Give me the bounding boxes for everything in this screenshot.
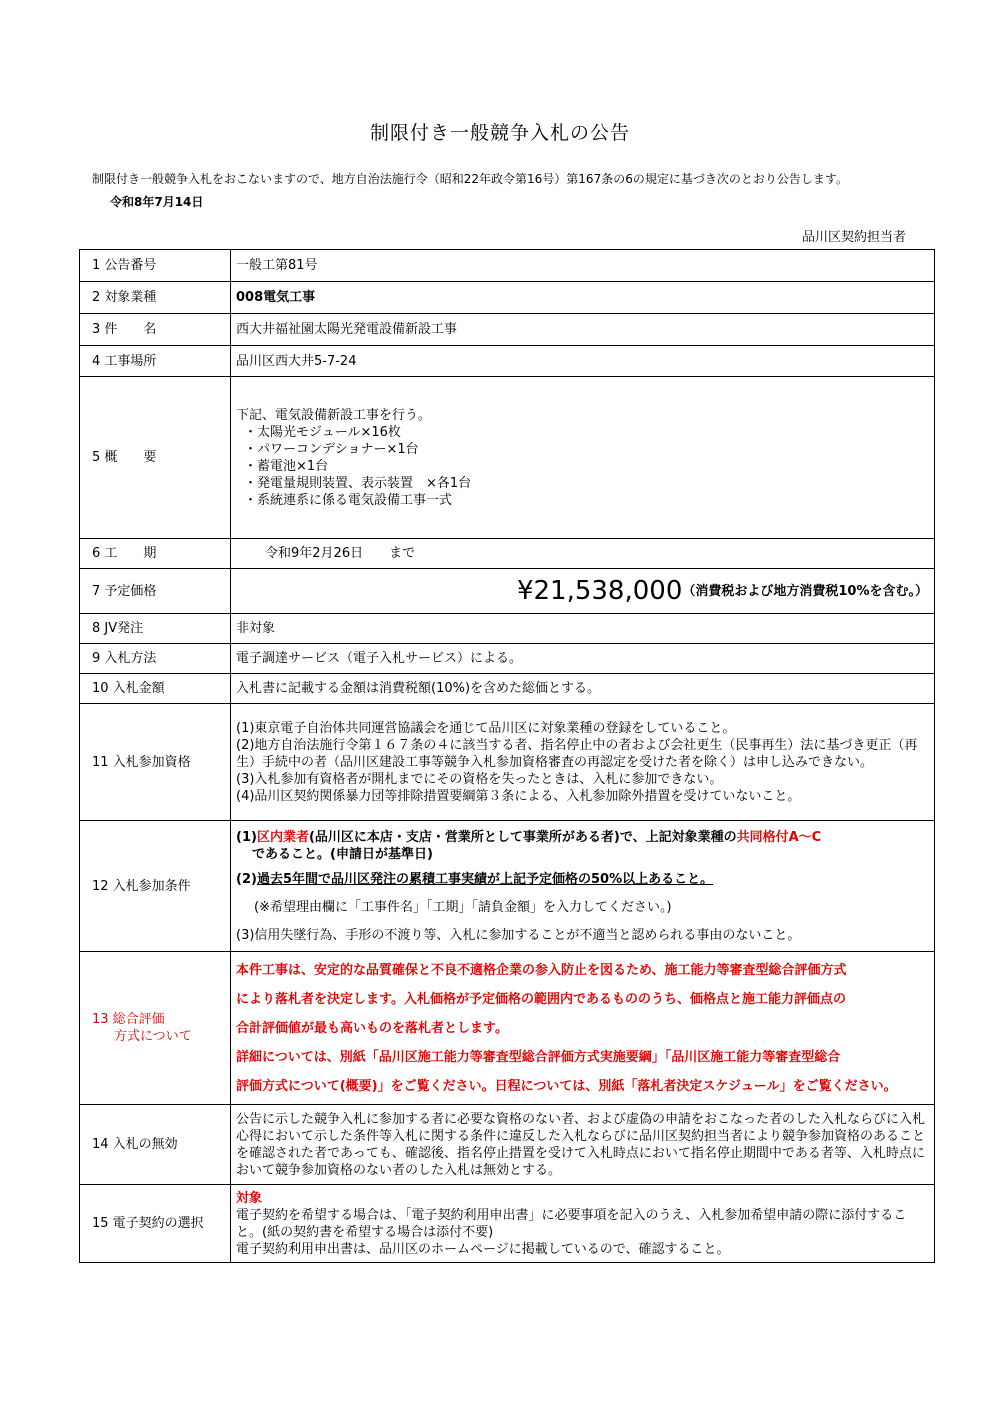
row-invalid-bids	[80, 1105, 935, 1185]
issuer: 品川区契約担当者	[801, 230, 906, 245]
evaluation-line: 本件工事は、安定的な品質確保と不良不適格企業の参入防止を図るため、施工能力等審査型総合評価方式	[236, 962, 847, 978]
notice-table	[79, 249, 935, 1263]
summary-line: ・太陽光モジュール×16枚	[244, 424, 401, 440]
evaluation-line: 合計評価値が最も高いものを落札者とします。	[236, 1020, 508, 1036]
spacer	[236, 888, 929, 899]
e-contract-target: 対象	[236, 1190, 263, 1206]
summary-line: 下記、電気設備新設工事を行う。	[236, 407, 432, 423]
condition-1-red-2: 共同格付A～C	[736, 829, 822, 845]
condition-2-text: 過去5年間で品川区発注の累積工事実績が上記予定価格の50%以上あること。	[256, 871, 714, 887]
row-qualification	[80, 704, 935, 821]
condition-1-red-1: 区内業者	[256, 829, 309, 845]
row-e-contract	[80, 1185, 935, 1263]
row-jv	[80, 614, 935, 644]
price-amount: ¥21,538,000	[516, 575, 683, 606]
label: 9 入札方法	[80, 644, 231, 674]
row-conditions	[80, 821, 935, 952]
label: 5 概 要	[80, 377, 231, 539]
row-notice-number	[80, 250, 935, 282]
value	[231, 821, 935, 952]
row-bid-amount	[80, 674, 935, 704]
spacer	[236, 916, 929, 927]
price-note: （消費税および地方消費税10%を含む。）	[682, 583, 928, 599]
label: 4 工事場所	[80, 346, 231, 377]
row-evaluation	[80, 952, 935, 1105]
value: 公告に示した競争入札に参加する者に必要な資格のない者、および虚偽の申請をおこなった者のした入札ならびに入札心得において示した条件等入札に関する条件に違反した入札ならびに品川区契約担当者により競争参加資格のあることを確認された者であっても、確認後、指名停止措置を受けて入札時点において指名停止期間中である者等、入札時点において競争参加資格のない者のした入札は無効とする。	[231, 1105, 935, 1185]
row-location	[80, 346, 935, 377]
label	[80, 952, 231, 1105]
row-period	[80, 539, 935, 569]
qualification-item: (1)東京電子自治体共同運営協議会を通じて品川区に対象業種の登録をしていること。	[236, 720, 736, 736]
spacer	[236, 863, 929, 871]
label: 1 公告番号	[80, 250, 231, 282]
value: 008電気工事	[231, 282, 935, 314]
label-line-1: 13 総合評価	[92, 1012, 165, 1027]
evaluation-line: 詳細については、別紙「品川区施工能力等審査型総合評価方式実施要綱」「品川区施工能力等審査型総合	[236, 1049, 841, 1065]
qualification-item: (2)地方自治法施行令第１６７条の４に該当する者、指名停止中の者および会社更生（民事再生）法に基づき更正（再生）手続中の者（品川区建設工事等競争入札参加資格審査の再認定を受けた者を除く）は申し込みできない。	[236, 737, 918, 770]
label: 3 件 名	[80, 314, 231, 346]
evaluation-line: 評価方式について(概要)」をご覧ください。日程については、別紙「落札者決定スケジュール」をご覧ください。	[236, 1078, 897, 1094]
value: 西大井福祉園太陽光発電設備新設工事	[231, 314, 935, 346]
row-summary	[80, 377, 935, 539]
condition-1	[236, 829, 929, 846]
summary-line: ・系統連系に係る電気設備工事一式	[244, 492, 453, 508]
value	[231, 1185, 935, 1263]
value: 電子調達サービス（電子入札サービス）による。	[231, 644, 935, 674]
label: 2 対象業種	[80, 282, 231, 314]
label-line-2: 方式について	[114, 1029, 192, 1044]
summary-line: ・発電量規則装置、表示装置 ×各1台	[244, 475, 472, 491]
row-planned-price	[80, 569, 935, 614]
qualification-item: (3)入札参加有資格者が開札までにその資格を失ったときは、入札に参加できない。	[236, 771, 723, 787]
value: 品川区西大井5-7-24	[231, 346, 935, 377]
condition-1-text: (品川区に本店・支店・営業所として事業所がある者)で、上記対象業種の	[308, 829, 737, 845]
condition-1-prefix: (1)	[236, 829, 257, 845]
value: 非対象	[231, 614, 935, 644]
label: 11 入札参加資格	[80, 704, 231, 821]
value	[231, 952, 935, 1105]
page-title: 制限付き一般競争入札の公告	[369, 122, 630, 144]
label: 8 JV発注	[80, 614, 231, 644]
notice-date: 令和8年7月14日	[110, 195, 204, 209]
qualification-item: (4)品川区契約関係暴力団等排除措置要綱第３条による、入札参加除外措置を受けていないこと。	[236, 788, 801, 804]
condition-1-line-2: であること。(申請日が基準日)	[252, 846, 433, 862]
row-subject	[80, 314, 935, 346]
value: 令和9年2月26日 まで	[231, 539, 935, 569]
condition-2	[236, 871, 929, 888]
value: 入札書に記載する金額は消費税額(10%)を含めた総価とする。	[231, 674, 935, 704]
row-bid-method	[80, 644, 935, 674]
intro-text: 制限付き一般競争入札をおこないますので、地方自治法施行令（昭和22年政令第16号）第167条の6の規定に基づき次のとおり公告します。	[92, 172, 848, 186]
row-industry	[80, 282, 935, 314]
condition-3: (3)信用失墜行為、手形の不渡り等、入札に参加することが不適当と認められる事由のないこと。	[236, 927, 801, 943]
e-contract-line: 電子契約を希望する場合は、「電子契約利用申出書」に必要事項を記入のうえ、入札参加希望申請の際に添付すること。(紙の契約書を希望する場合は添付不要)	[236, 1207, 907, 1240]
value	[231, 704, 935, 821]
value: 一般工第81号	[231, 250, 935, 282]
label: 6 工 期	[80, 539, 231, 569]
label: 12 入札参加条件	[80, 821, 231, 952]
e-contract-line: 電子契約利用申出書は、品川区のホームページに掲載しているので、確認すること。	[236, 1241, 730, 1257]
summary-line: ・パワーコンデショナー×1台	[244, 441, 419, 457]
value	[231, 377, 935, 539]
summary-line: ・蓄電池×1台	[244, 458, 329, 474]
label: 7 予定価格	[80, 569, 231, 614]
evaluation-line: により落札者を決定します。入札価格が予定価格の範囲内であるもののうち、価格点と施工能力評価点の	[236, 991, 846, 1007]
label: 15 電子契約の選択	[80, 1185, 231, 1263]
condition-2-note: (※希望理由欄に「工事件名」「工期」「請負金額」を入力してください。)	[254, 899, 672, 915]
condition-2-prefix: (2)	[236, 871, 257, 887]
label: 14 入札の無効	[80, 1105, 231, 1185]
label: 10 入札金額	[80, 674, 231, 704]
value	[231, 569, 935, 614]
